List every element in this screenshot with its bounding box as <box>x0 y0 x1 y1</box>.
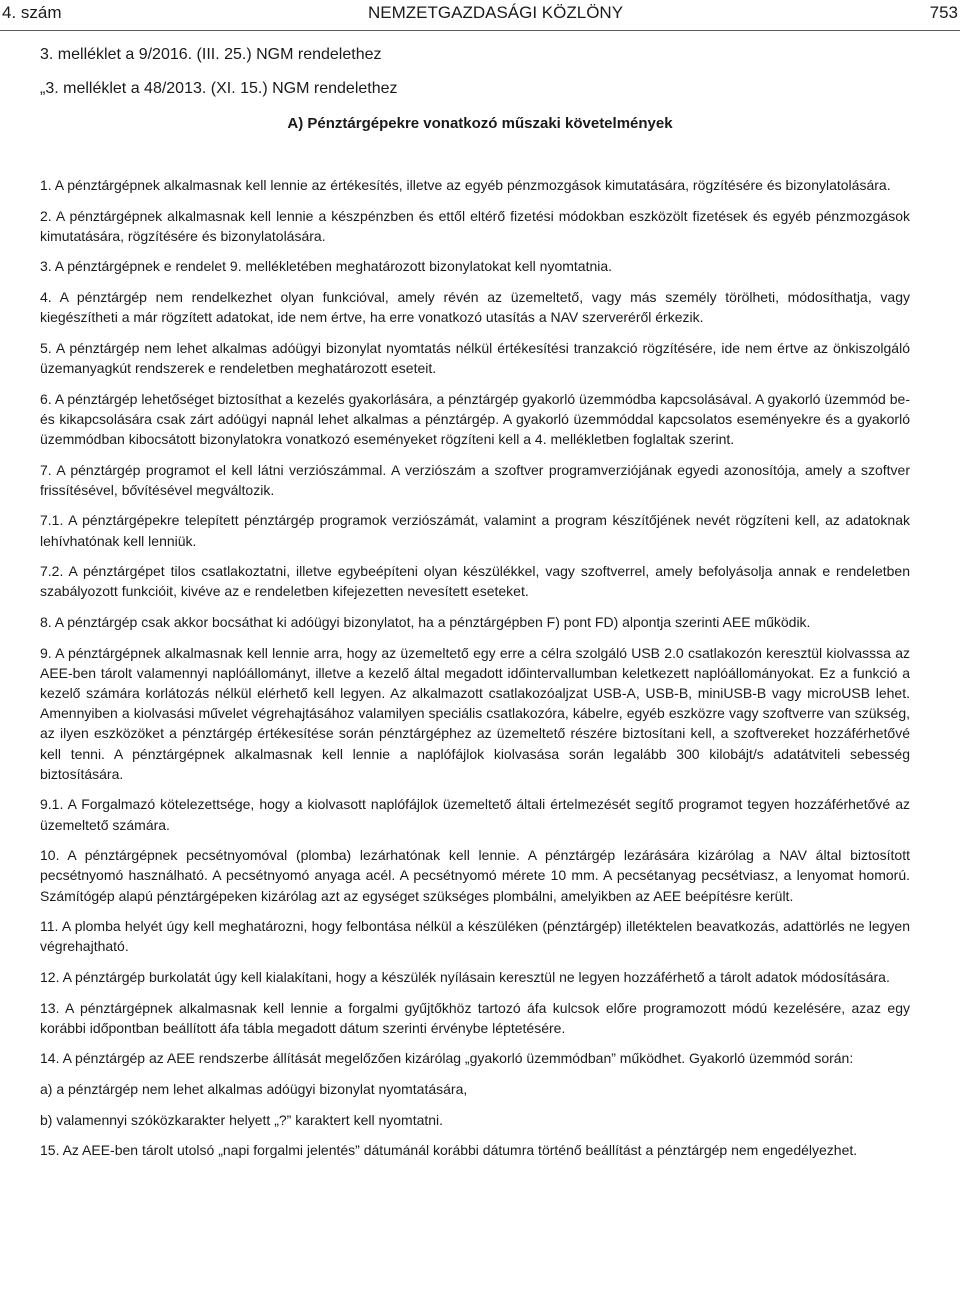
paragraph-1: 1. A pénztárgépnek alkalmasnak kell lennie az értékesítés, illetve az egyéb pénzmozgások kimutatására, rögzítésére és bizonylatolására. <box>40 177 891 193</box>
paragraph-4: 4. A pénztárgép nem rendelkezhet olyan funkcióval, amely révén az üzemeltető, vagy más személy törölheti, módosíthatja, vagy kiegészítheti a már rögzített adatokat, ide nem értve, ha erre vonatkozó utasítás a NAV szerveréről érkezik. <box>40 288 910 326</box>
paragraph-5: 5. A pénztárgép nem lehet alkalmas adóügyi bizonylat nyomtatás nélkül értékesítési tranzakció rögzítésére, ide nem értve az önkiszolgáló üzemanyagkút rendszerek e rendeletben meghatározott eseteit. <box>40 339 910 376</box>
publication-title: NEMZETGAZDASÁGI KÖZLÖNY <box>368 3 624 22</box>
paragraph-8: 8. A pénztárgép csak akkor bocsáthat ki adóügyi bizonylatot, ha a pénztárgépben F) pont FD) alpontja szerinti AEE működik. <box>40 613 811 630</box>
issue-number: 4. szám <box>2 3 62 22</box>
paragraph-7-2: 7.2. A pénztárgépet tilos csatlakoztatni, illetve egybeépíteni olyan készülékkel, vagy szoftverrel, amely befolyásolja annak e rendeletben szabályozott funkcióit, kivéve az e rendeletben kifejezetten nevesített eseteket. <box>40 563 910 600</box>
paragraph-9: 9. A pénztárgépnek alkalmasnak kell lennie arra, hogy az üzemeltető egy erre a célra szolgáló USB 2.0 csatlakozón keresztül kiolvasssa az AEE-ben tárolt valamennyi naplóállományt, illetve a kezelő által megadott időintervallumban keletkezett naplóállományokat. Ez a funkció a kezelő számára korlátozás nélkül elérhető kell legyen. Az alkalmazott csatlakozóaljzat USB-A, USB-B, miniUSB-B vagy microUSB lehet. Amennyiben a kiolvasási művelet végrehajtásához valamilyen speciális csatlakozóra, kábelre, egyéb eszközre vagy szoftverre van szükség, az ilyen eszközöket a pénztárgép értékesítése során pénztárgéphez az üzemeltető részére biztosítani kell, a szoftvereket hozzáférhetővé kell tenni. A pénztárgépnek alkalmasnak kell lennie a naplófájlok kiolvasása során legalább 300 kilobájt/s adatátviteli sebesség biztosítására. <box>40 644 910 782</box>
paragraph-7: 7. A pénztárgép programot el kell látni verziószámmal. A verziószám a szoftver programverziójának egyedi azonosítója, amely a szoftver frissítésével, bővítésével megváltozik. <box>40 461 910 498</box>
document-body <box>40 175 910 1171</box>
paragraph-11: 11. A plomba helyét úgy kell meghatározni, hogy felbontása nélkül a készüléken (pénztárgép) illetéktelen beavatkozás, adattörlés ne legyen végrehajtható. <box>40 918 910 955</box>
paragraph-10: 10. A pénztárgépnek pecsétnyomóval (plomba) lezárhatónak kell lennie. A pénztárgép lezárására kizárólag a NAV által biztosított pecsétnyomó használható. A pecsétnyomó anyaga acél. A pecsétnyomó mérete 10 mm. A pecsétanyag pecsétviasz, a lenyomat homorú. Számítógép alapú pénztárgépeken kizárólag azt az egységet szükséges plombálni, amelyikben az AEE beépítésre került. <box>40 847 910 904</box>
paragraph-6: 6. A pénztárgép lehetőséget biztosíthat a kezelés gyakorlására, a pénztárgép gyakorló üzemmódba kapcsolásával. A gyakorló üzemmód be- és kikapcsolására csak zárt adóügyi napnál lehet alkalmas a pénztárgép. A gyakorló üzemmóddal kapcsolatos eseményekre és a gyakorló üzemmódban kibocsátott bizonylatokra vonatkozó eseményeket rögzíteni kell a 4. mellékletben foglaltak szerint. <box>40 390 910 447</box>
paragraph-13: 13. A pénztárgépnek alkalmasnak kell lennie a forgalmi gyűjtőkhöz tartozó áfa kulcsok előre programozott módú kezelésére, azaz egy korábbi időpontban beállított áfa tábla megadott dátum szerinti érvénybe léptetésére. <box>40 999 910 1036</box>
paragraph-3: 3. A pénztárgépnek e rendelet 9. mellékletében meghatározott bizonylatokat kell nyomtatnia. <box>40 258 613 275</box>
paragraph-14: 14. A pénztárgép az AEE rendszerbe állítását megelőzően kizárólag „gyakorló üzemmódban” működhet. Gyakorló üzemmód során: <box>40 1050 854 1067</box>
paragraph-9-1: 9.1. A Forgalmazó kötelezettsége, hogy a kiolvasott naplófájlok üzemeltető általi értelmezését segítő programot tegyen hozzáférhetővé az üzemeltető számára. <box>40 796 910 833</box>
paragraph-14-a: a) a pénztárgép nem lehet alkalmas adóügyi bizonylat nyomtatására, <box>40 1080 468 1097</box>
paragraph-14-b: b) valamennyi szóközkarakter helyett „?” karaktert kell nyomtatni. <box>40 1111 444 1128</box>
page-header <box>0 0 960 31</box>
page-number: 753 <box>929 3 958 22</box>
annex-reference-1: 3. melléklet a 9/2016. (III. 25.) NGM rendelethez <box>40 46 382 63</box>
paragraph-12: 12. A pénztárgép burkolatát úgy kell kialakítani, hogy a készülék nyílásain keresztül ne legyen hozzáférhető a tárolt adatok módosítására. <box>40 968 890 985</box>
paragraph-7-1: 7.1. A pénztárgépekre telepített pénztárgép programok verziószámát, valamint a program készítőjének nevét rögzíteni kell, az adatoknak lehívhatónak kell lenniük. <box>40 512 910 549</box>
paragraph-2: 2. A pénztárgépnek alkalmasnak kell lennie a készpénzben és ettől eltérő fizetési módokban eszközölt fizetések és egyéb pénzmozgások kimutatására, rögzítésére és bizonylatolására. <box>40 207 910 244</box>
annex-reference-2: „3. melléklet a 48/2013. (XI. 15.) NGM rendelethez <box>40 80 398 97</box>
section-title: A) Pénztárgépekre vonatkozó műszaki követelmények <box>287 115 673 132</box>
paragraph-15: 15. Az AEE-ben tárolt utolsó „napi forgalmi jelentés” dátumánál korábbi dátumra történő beállítást a pénztárgép nem engedélyezhet. <box>40 1142 858 1159</box>
